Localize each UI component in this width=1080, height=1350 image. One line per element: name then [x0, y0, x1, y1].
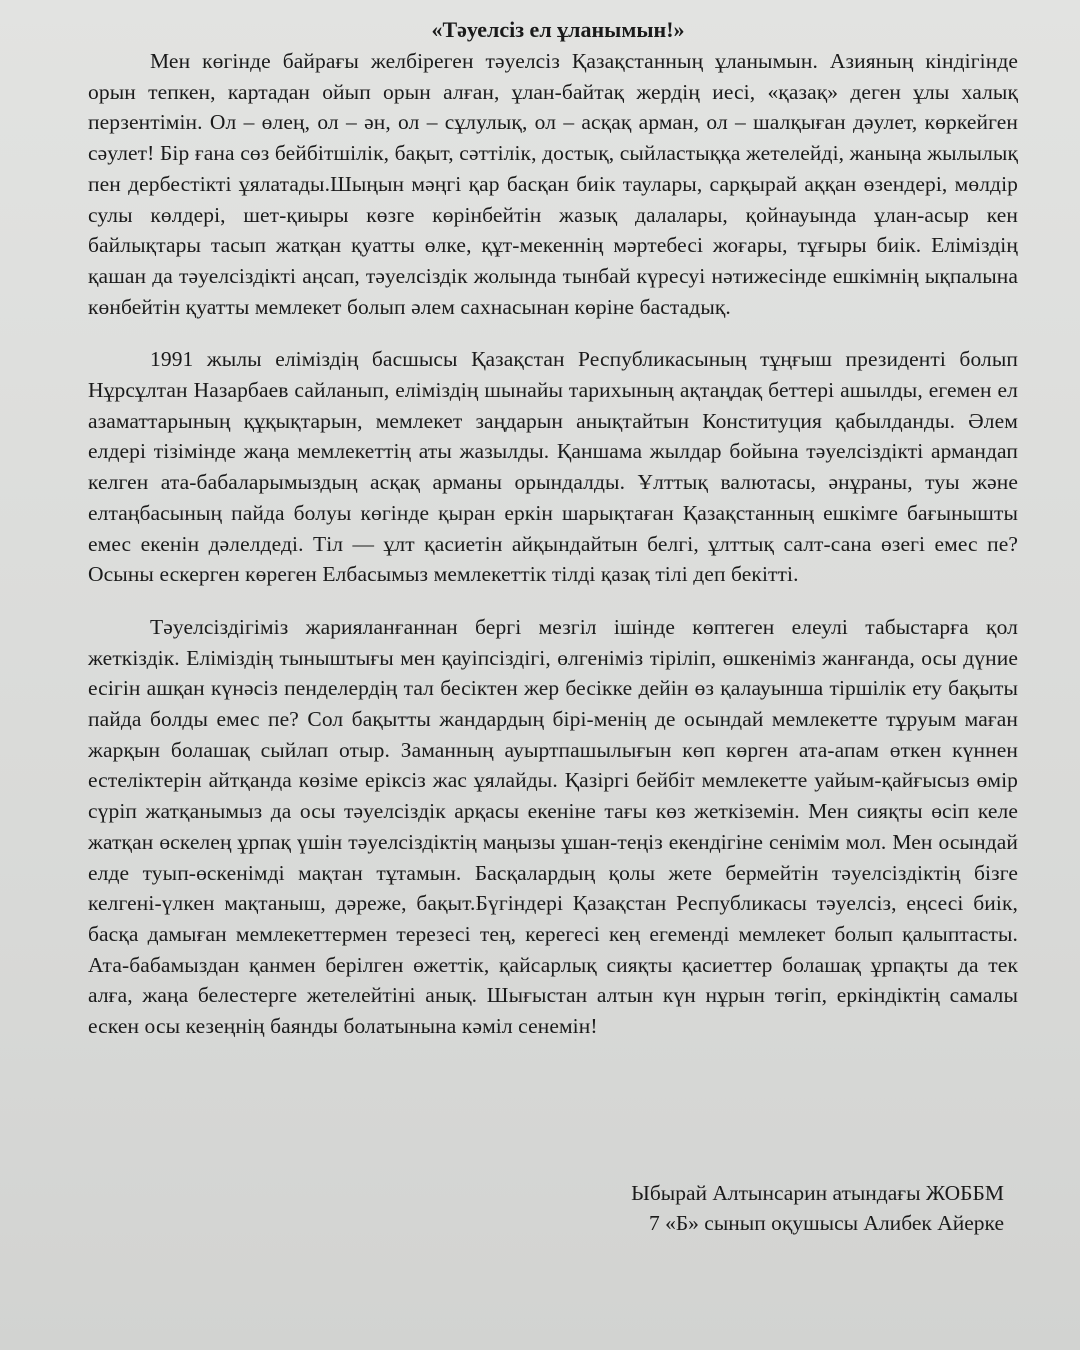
essay-paragraph-3: Тәуелсіздігіміз жарияланғаннан бергі мезгіл ішінде көптеген елеулі табыстарға қол жеткіздік. Еліміздің тыныштығы мен қауіпсіздігі, өлгеніміз тіріліп, өшкеніміз жанғанда, осы дүние есігін ашқан күнәсіз пенделердің тал бесіктен жер бесікке дейін өз қалауынша тіршілік ету бақыты пайда болды емес пе? Сол бақытты жандардың бірі-менің де осындай мемлекетте тұруым маған жарқын болашақ сыйлап отыр. Заманның ауыртпашылығын көп көрген ата-апам өткен күннен естеліктерін айтқанда көзіме еріксіз жас ұялайды. Қазіргі бейбіт мемлекетте уайым-қайғысыз өмір сүріп жатқанымыз да осы тәуелсіздік арқасы екеніне тағы көз жеткіземін. Мен сияқты өсіп келе жатқан өскелең ұрпақ үшін тәуелсіздіктің маңызы ұшан-теңіз екендігіне сенімім мол. Мен осындай елде туып-өскенімді мақтан тұтамын. Басқалардың қолы жете бермейтін тәуелсіздіктің бізге келгені-үлкен мақтаныш, дәреже, бақыт.Бүгіндері Қазақстан Республикасы тәуелсіз, еңсесі биік, басқа дамыған мемлекеттермен терезесі тең, керегесі кең егеменді мемлекет болып қалыптасты. Ата-бабамыздан қанмен берілген өжеттік, қайсарлық сияқты қасиеттер болашақ ұрпақты да тек алға, жаңа белестерге жетелейтіні анық. Шығыстан алтын күн нұрын төгіп, еркіндіктің самалы ескен осы кезеңнің баянды болатынына кәміл сенемін!: [88, 614, 1018, 1039]
essay-title: «Тәуелсіз ел ұланымын!»: [431, 17, 685, 42]
essay-paragraph-1: Мен көгінде байрағы желбіреген тәуелсіз Қазақстанның ұланымын. Азияның кіндігінде орын тепкен, картадан ойып орын алған, ұлан-байтақ жердің иесі, «қазақ» деген ұлы халық перзентімін. Ол – өлең, ол – ән, ол – сұлулық, ол – асқақ арман, ол – шалқыған дәулет, көркейген сәулет! Бір ғана сөз бейбітшілік, бақыт, сәттілік, достық, сыйластыққа жетелейді, жаныңа жылылық пен дербестікті ұялатады.Шыңын мәңгі қар басқан биік таулары, сарқырай аққан өзендері, мөлдір сулы көлдері, шет-қиыры көзге көрінбейтін жазық далалары, қойнауында ұлан-асыр кен байлықтары тасып жатқан қуатты өлке, құт-мекеннің мәртебесі жоғары, тұғыры биік. Еліміздің қашан да тәуелсіздікті аңсап, тәуелсіздік жолында тынбай күресуі нәтижесінде ешкімнің ықпалына көнбейтін қуатты мемлекет болып әлем сахнасынан көріне бастадық.: [88, 49, 1018, 319]
author-signature-block: [631, 1178, 1004, 1238]
student-name: 7 «Б» сынып оқушысы Алибек Айерке: [648, 1211, 1004, 1235]
essay-paragraph-2: 1991 жылы еліміздің басшысы Қазақстан Республикасының тұңғыш президенті болып Нұрсұлтан Назарбаев сайланып, еліміздің шынайы тарихының ақтаңдақ беттері ашылды, егемен ел азаматтарының құқықтарын, мемлекет заңдарын анықтайтын Конституция қабылданды. Әлем елдері тізімінде жаңа мемлекеттің аты жазылды. Қаншама жылдар бойына тәуелсіздікті армандап келген ата-бабаларымыздың асқақ арманы орындалды. Ұлттық валютасы, әнұраны, туы және елтаңбасының пайда болуы көгінде қыран еркін шарықтаған Қазақстанның ешкімге бағынышты емес екенін дәлелдеді. Тіл — ұлт қасиетін айқындайтын белгі, ұлттық салт-сана өзегі емес пе? Осыны ескерген көреген Елбасымыз мемлекеттік тілді қазақ тілі деп бекітті.: [88, 347, 1018, 587]
school-name: Ыбырай Алтынсарин атындағы ЖОББМ: [631, 1181, 1004, 1205]
